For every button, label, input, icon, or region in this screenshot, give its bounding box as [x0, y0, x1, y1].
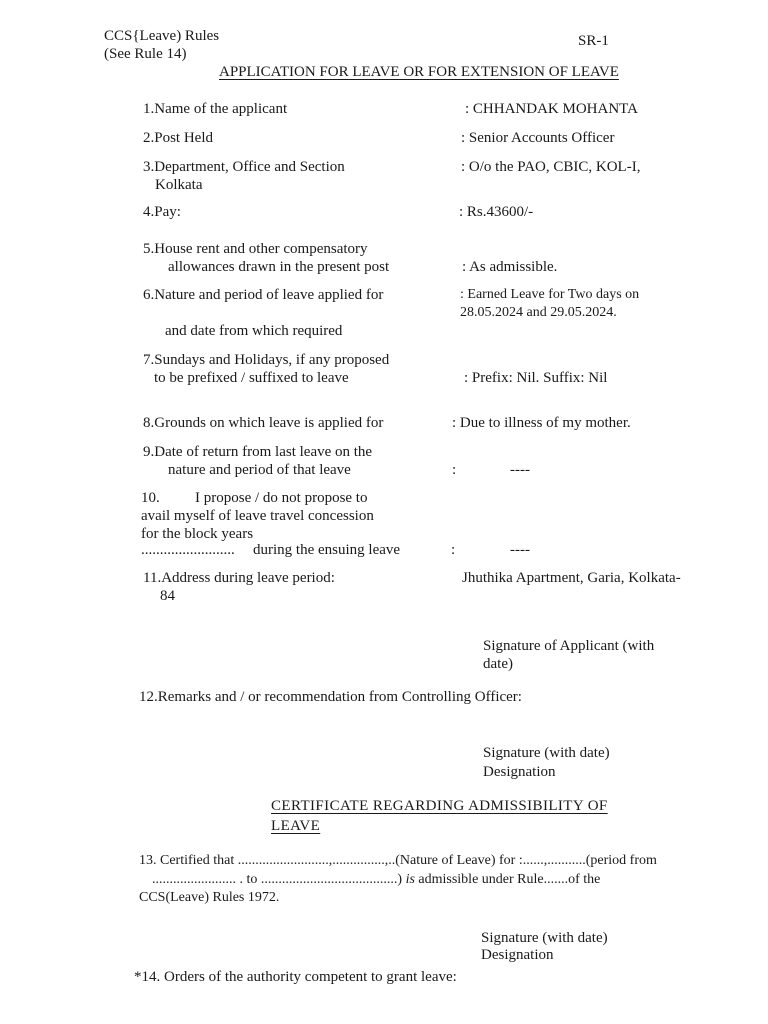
- field-7-label: 7.Sundays and Holidays, if any proposed: [143, 352, 390, 368]
- field-3-label-cont: Kolkata: [155, 177, 203, 193]
- field-10-line2: avail myself of leave travel concession: [141, 508, 374, 524]
- field-10-number: 10.: [141, 490, 160, 506]
- officer-signature-label: Signature (with date): [483, 745, 610, 761]
- officer-designation-label: Designation: [483, 764, 556, 780]
- field-12-label: 12.Remarks and / or recommendation from Controlling Officer:: [139, 689, 522, 705]
- field-5-label-cont: allowances drawn in the present post: [168, 259, 390, 275]
- field-4-value: : Rs.43600/-: [459, 204, 534, 220]
- field-9-value: ----: [510, 462, 530, 478]
- form-code: SR-1: [578, 33, 609, 49]
- field-9-label-cont: nature and period of that leave: [168, 462, 351, 478]
- certificate-signature-label: Signature (with date): [481, 930, 608, 946]
- field-5-label: 5.House rent and other compensatory: [143, 241, 368, 257]
- see-rule-reference: (See Rule 14): [104, 46, 187, 62]
- field-14-label: *14. Orders of the authority competent to grant leave:: [134, 969, 457, 985]
- field-10-line1: I propose / do not propose to: [195, 490, 368, 506]
- field-9-colon: :: [452, 462, 457, 478]
- field-6-value-cont: 28.05.2024 and 29.05.2024.: [460, 305, 617, 320]
- field-11-value: Jhuthika Apartment, Garia, Kolkata-: [462, 570, 681, 586]
- field-11-value-cont: 84: [160, 588, 175, 604]
- field-10-dots: .........................: [141, 542, 235, 558]
- certificate-title: CERTIFICATE REGARDING ADMISSIBILITY OF: [271, 798, 608, 814]
- applicant-signature-label-cont: date): [483, 656, 513, 672]
- field-10-value: ----: [510, 542, 530, 558]
- field-6-label: 6.Nature and period of leave applied for: [143, 287, 384, 303]
- rules-reference: CCS{Leave) Rules: [104, 28, 220, 44]
- field-8-value: : Due to illness of my mother.: [452, 415, 631, 431]
- field-2-value: : Senior Accounts Officer: [461, 130, 615, 146]
- field-11-label: 11.Address during leave period:: [143, 570, 335, 586]
- field-6-label-cont: and date from which required: [165, 323, 343, 339]
- field-10-colon: :: [451, 542, 456, 558]
- applicant-signature-label: Signature of Applicant (with: [483, 638, 655, 654]
- field-4-label: 4.Pay:: [143, 204, 181, 220]
- field-7-label-cont: to be prefixed / suffixed to leave: [154, 370, 349, 386]
- form-title: APPLICATION FOR LEAVE OR FOR EXTENSION OF LEAVE: [219, 64, 619, 80]
- field-6-value: : Earned Leave for Two days on: [460, 287, 640, 302]
- field-7-value: : Prefix: Nil. Suffix: Nil: [464, 370, 608, 386]
- certificate-title-cont: LEAVE: [271, 818, 321, 834]
- field-1-label: 1.Name of the applicant: [143, 101, 288, 117]
- field-10-line4: during the ensuing leave: [253, 542, 401, 558]
- field-9-label: 9.Date of return from last leave on the: [143, 444, 373, 460]
- field-1-value: : CHHANDAK MOHANTA: [465, 101, 638, 117]
- certificate-line-2: ........................ . to .......................................) is admissible under Rule.......of the: [152, 872, 601, 887]
- certificate-line-1: 13. Certified that ..........................,...............,..(Nature of Leave) for :......,...........(period from: [139, 853, 657, 868]
- certificate-line-3: CCS(Leave) Rules 1972.: [139, 890, 280, 905]
- field-3-value: : O/o the PAO, CBIC, KOL-I,: [461, 159, 641, 175]
- certificate-designation-label: Designation: [481, 947, 554, 963]
- field-10-line3: for the block years: [141, 526, 254, 542]
- field-8-label: 8.Grounds on which leave is applied for: [143, 415, 384, 431]
- field-2-label: 2.Post Held: [143, 130, 214, 146]
- field-5-value: : As admissible.: [462, 259, 558, 275]
- field-3-label: 3.Department, Office and Section: [143, 159, 345, 175]
